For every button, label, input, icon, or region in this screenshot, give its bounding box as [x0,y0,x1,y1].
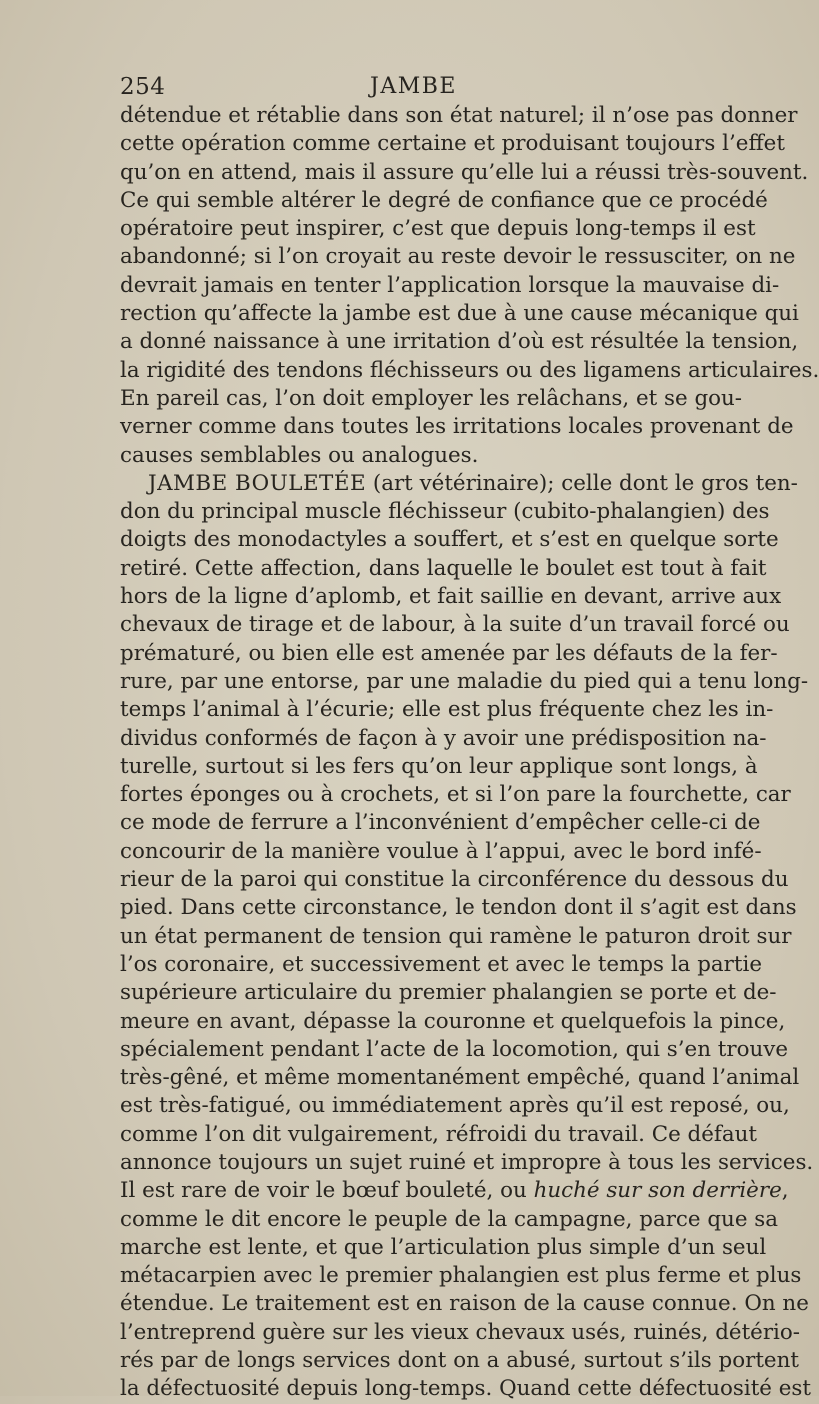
italic-phrase: huché sur son derrière [533,1178,782,1204]
text-line: fortes éponges ou à crochets, et si l’on pare la fourchette, car [120,782,791,808]
text-line: abandonné; si l’on croyait au reste devoir le ressusciter, on ne [120,244,796,270]
text-line: doigts des monodactyles a souffert, et s’est en quelque sorte [120,527,779,553]
body-text [120,102,819,1404]
text-line: temps l’animal à l’écurie; elle est plus fréquente chez les in- [120,697,774,723]
text-line: rés par de longs services dont on a abusé, surtout s’ils portent [120,1348,799,1374]
text-line: meure en avant, dépasse la couronne et quelquefois la pince, [120,1008,786,1034]
text-line: prématuré, ou bien elle est amenée par les défauts de la fer- [120,640,778,666]
text-line: rieur de la paroi qui constitue la circonférence du dessous du [120,867,789,893]
text-line: comme le dit encore le peuple de la campagne, parce que sa [120,1206,779,1232]
text-line: rection qu’affecte la jambe est due à une cause mécanique qui [120,301,799,327]
text-line: métacarpien avec le premier phalangien est plus ferme et plus [120,1263,802,1289]
text-line: dividus conformés de façon à y avoir une prédisposition na- [120,725,767,751]
text-line: un état permanent de tension qui ramène le paturon droit sur [120,923,792,949]
text-line: cette opération comme certaine et produisant toujours l’effet [120,131,785,157]
text-line: a donné naissance à une irritation d’où est résultée la tension, [120,329,799,355]
text-line: (art vétérinaire); celle dont le gros ten- [366,470,798,496]
text-line: l’entreprend guère sur les vieux chevaux usés, ruinés, détério- [120,1319,801,1345]
text-line: causes semblables ou analogues. [120,442,479,468]
text-line: étendue. Le traitement est en raison de la cause connue. On ne [120,1291,809,1317]
text-line: pied. Dans cette circonstance, le tendon dont il s’agit est dans [120,895,797,921]
text-line-with-italic [120,1177,789,1205]
text-line: annonce toujours un sujet ruiné et impropre à tous les services. [120,1149,814,1175]
entry-first-line [120,470,798,498]
text-line: la défectuosité depuis long-temps. Quand cette défectuosité est [120,1376,811,1402]
text-line: détendue et rétablie dans son état naturel; il n’ose pas donner [120,103,798,128]
text-line: Ce qui semble altérer le degré de confiance que ce procédé [120,187,768,213]
text-line: turelle, surtout si les fers qu’on leur applique sont longs, à [120,753,758,779]
text-line: En pareil cas, l’on doit employer les relâchans, et se gou- [120,385,743,411]
text-line: hors de la ligne d’aplomb, et fait saillie en devant, arrive aux [120,584,782,610]
text-line: chevaux de tirage et de labour, à la suite d’un travail forcé ou [120,612,790,638]
text-line: marche est lente, et que l’articulation plus simple d’un seul [120,1234,767,1260]
text-line: la rigidité des tendons fléchisseurs ou des ligamens articulaires. [120,357,819,383]
text-line: rure, par une entorse, par une maladie du pied qui a tenu long- [120,668,809,694]
text-line: l’os coronaire, et successivement et avec le temps la partie [120,951,762,977]
text-line: concourir de la manière voulue à l’appui, avec le bord infé- [120,838,762,864]
text-line: supérieure articulaire du premier phalangien se porte et de- [120,980,777,1006]
text-line: retiré. Cette affection, dans laquelle le boulet est tout à fait [120,555,767,581]
text-line: très-gêné, et même momentanément empêché, quand l’animal [120,1065,800,1091]
text-line: don du principal muscle fléchisseur (cubito-phalangien) des [120,499,770,525]
text-line: verner comme dans toutes les irritations locales provenant de [120,414,794,440]
text-line: devrait jamais en tenter l’application lorsque la mauvaise di- [120,272,780,298]
page-number: 254 [120,74,166,100]
text-line: spécialement pendant l’acte de la locomotion, qui s’en trouve [120,1036,789,1062]
text-line: est très-fatigué, ou immédiatement après qu’il est reposé, ou, [120,1093,790,1119]
running-head: JAMBE [370,74,457,99]
text-line: comme l’on dit vulgairement, réfroidi du travail. Ce défaut [120,1121,757,1147]
entry-term: JAMBE BOULETÉE [148,470,367,496]
italic-tail: , [781,1178,789,1204]
text-line: ce mode de ferrure a l’inconvénient d’empêcher celle-ci de [120,810,761,836]
text-line: qu’on en attend, mais il assure qu’elle lui a réussi très-souvent. [120,159,809,185]
text-line: opératoire peut inspirer, c’est que depuis long-temps il est [120,216,756,242]
text-line: Il est rare de voir le bœuf bouleté, ou [120,1178,534,1204]
